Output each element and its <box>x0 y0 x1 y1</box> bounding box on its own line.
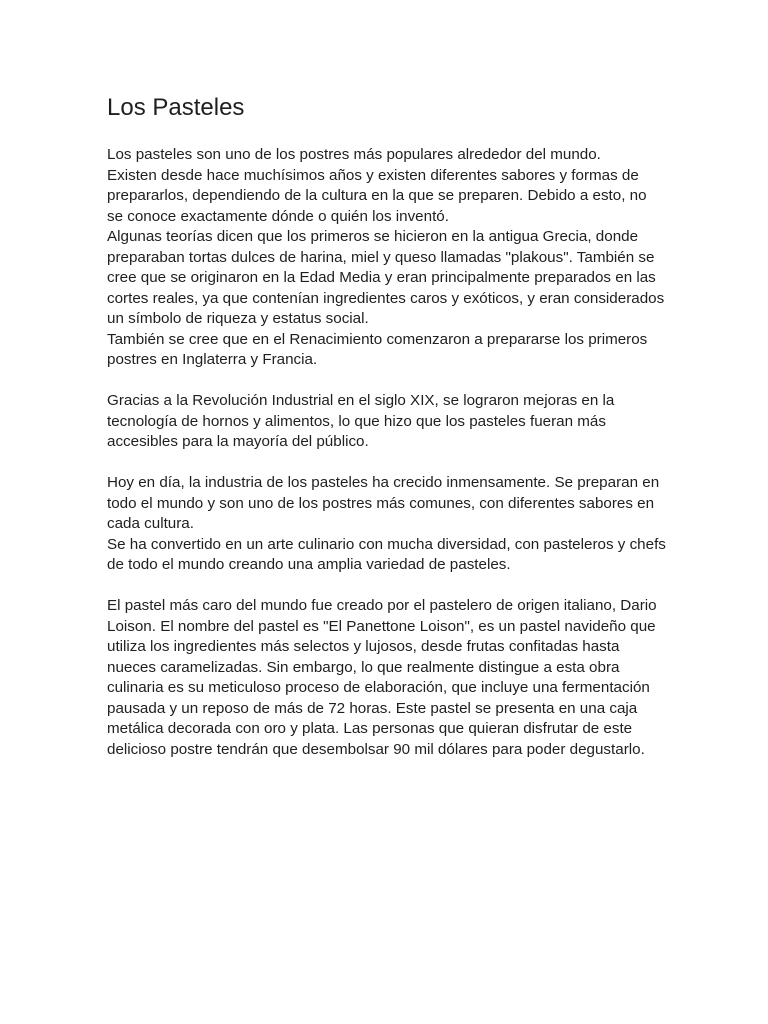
text-line: se conoce exactamente dónde o quién los inventó. <box>107 207 449 225</box>
text-line: Existen desde hace muchísimos años y existen diferentes sabores y formas de <box>107 166 639 184</box>
text-line: También se cree que en el Renacimiento comenzaron a prepararse los primeros <box>107 330 648 348</box>
paragraph-today <box>107 473 667 576</box>
text-line: nueces caramelizadas. Sin embargo, lo que realmente distingue a esta obra <box>107 658 620 676</box>
paragraph-origins <box>107 145 667 371</box>
text-line: cada cultura. <box>107 515 194 532</box>
text-line: todo el mundo y son uno de los postres más comunes, con diferentes sabores en <box>107 494 655 512</box>
paragraph-most-expensive <box>107 596 667 760</box>
text-line: Se ha convertido en un arte culinario con mucha diversidad, con pasteleros y chefs <box>107 535 666 553</box>
text-line: Loison. El nombre del pastel es "El Panettone Loison", es un pastel navideño que <box>107 617 656 635</box>
text-line: prepararlos, dependiendo de la cultura en la que se preparen. Debido a esto, no <box>107 187 647 204</box>
text-line: culinaria es su meticuloso proceso de elaboración, que incluye una fermentación <box>107 679 650 696</box>
text-line: tecnología de hornos y alimentos, lo que hizo que los pasteles fueran más <box>107 412 606 430</box>
text-line: preparaban tortas dulces de harina, miel y queso llamadas "plakous". También se <box>107 248 655 266</box>
text-line: delicioso postre tendrán que desembolsar 90 mil dólares para poder degustarlo. <box>107 740 645 758</box>
text-line: Gracias a la Revolución Industrial en el siglo XIX, se lograron mejoras en la <box>107 392 615 409</box>
text-line: Los pasteles son uno de los postres más populares alrededor del mundo. <box>107 146 601 163</box>
text-line: Algunas teorías dicen que los primeros se hicieron en la antigua Grecia, donde <box>107 228 639 245</box>
text-line: pausada y un reposo de más de 72 horas. Este pastel se presenta en una caja <box>107 699 638 717</box>
document-title: Los Pasteles <box>107 94 245 121</box>
paragraph-industrial-revolution <box>107 391 667 453</box>
text-line: un símbolo de riqueza y estatus social. <box>107 310 369 327</box>
text-line: metálica decorada con oro y plata. Las personas que quieran disfrutar de este <box>107 720 633 737</box>
text-line: cree que se originaron en la Edad Media y eran principalmente preparados en las <box>107 269 656 286</box>
text-line: accesibles para la mayoría del público. <box>107 433 369 450</box>
text-line: Hoy en día, la industria de los pasteles ha crecido inmensamente. Se preparan en <box>107 474 660 491</box>
text-line: de todo el mundo creando una amplia variedad de pasteles. <box>107 556 511 573</box>
text-line: utiliza los ingredientes más selectos y lujosos, desde frutas confitadas hasta <box>107 638 620 655</box>
document-page <box>107 93 667 781</box>
text-line: El pastel más caro del mundo fue creado por el pastelero de origen italiano, Dario <box>107 597 657 614</box>
text-line: cortes reales, ya que contenían ingredientes caros y exóticos, y eran considerados <box>107 289 665 307</box>
text-line: postres en Inglaterra y Francia. <box>107 351 318 368</box>
